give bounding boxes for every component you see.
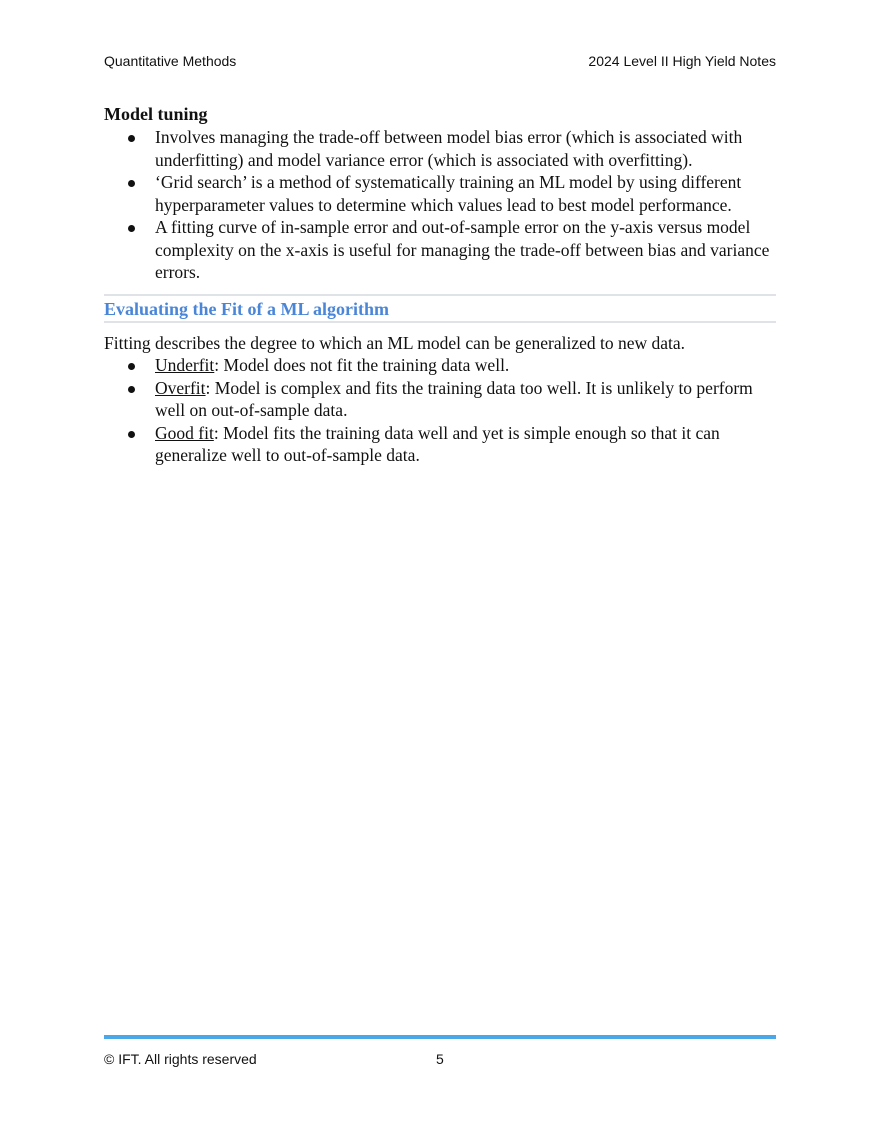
evaluating-heading: Evaluating the Fit of a ML algorithm xyxy=(104,298,389,319)
list-item-text: A fitting curve of in-sample error and out-of-sample error on the y-axis versus model complexity on the x-axis is useful for managing the trade-off between bias and variance errors. xyxy=(155,217,770,282)
bullet-icon xyxy=(128,431,135,438)
list-item-text: Involves managing the trade-off between model bias error (which is associated with underfitting) and model variance error (which is associated with overfitting). xyxy=(155,127,743,170)
term-description: : Model is complex and fits the training data too well. It is unlikely to perform well on out-of-sample data. xyxy=(155,377,753,420)
list-item xyxy=(104,354,776,377)
list-item xyxy=(104,422,776,467)
list-item xyxy=(104,216,776,284)
list-item-text: ‘Grid search’ is a method of systematically training an ML model by using different hyperparameter values to determine which values lead to best model performance. xyxy=(155,172,742,215)
list-item xyxy=(104,126,776,171)
term-description: : Model does not fit the training data well. xyxy=(214,355,510,375)
term-description: : Model fits the training data well and yet is simple enough so that it can generalize well to out-of-sample data. xyxy=(155,422,720,465)
model-tuning-list xyxy=(104,126,776,284)
bullet-icon xyxy=(128,135,135,142)
main-content xyxy=(104,103,776,467)
footer-divider xyxy=(104,1035,776,1039)
section-heading-box xyxy=(104,294,776,323)
page-header xyxy=(104,53,776,73)
header-left: Quantitative Methods xyxy=(104,53,237,69)
bullet-icon xyxy=(128,225,135,232)
page-number: 5 xyxy=(436,1051,444,1067)
term-overfit: Overfit xyxy=(155,377,206,398)
fit-types-list xyxy=(104,354,776,467)
evaluating-intro: Fitting describes the degree to which an ML model can be generalized to new data. xyxy=(104,332,686,353)
footer-copyright: © IFT. All rights reserved xyxy=(104,1051,257,1067)
list-item xyxy=(104,171,776,216)
header-right: 2024 Level II High Yield Notes xyxy=(588,53,776,69)
term-good-fit: Good fit xyxy=(155,422,214,443)
list-item xyxy=(104,377,776,422)
model-tuning-title: Model tuning xyxy=(104,104,208,124)
bullet-icon xyxy=(128,180,135,187)
term-underfit: Underfit xyxy=(155,355,215,375)
bullet-icon xyxy=(128,386,135,393)
bullet-icon xyxy=(128,363,135,370)
